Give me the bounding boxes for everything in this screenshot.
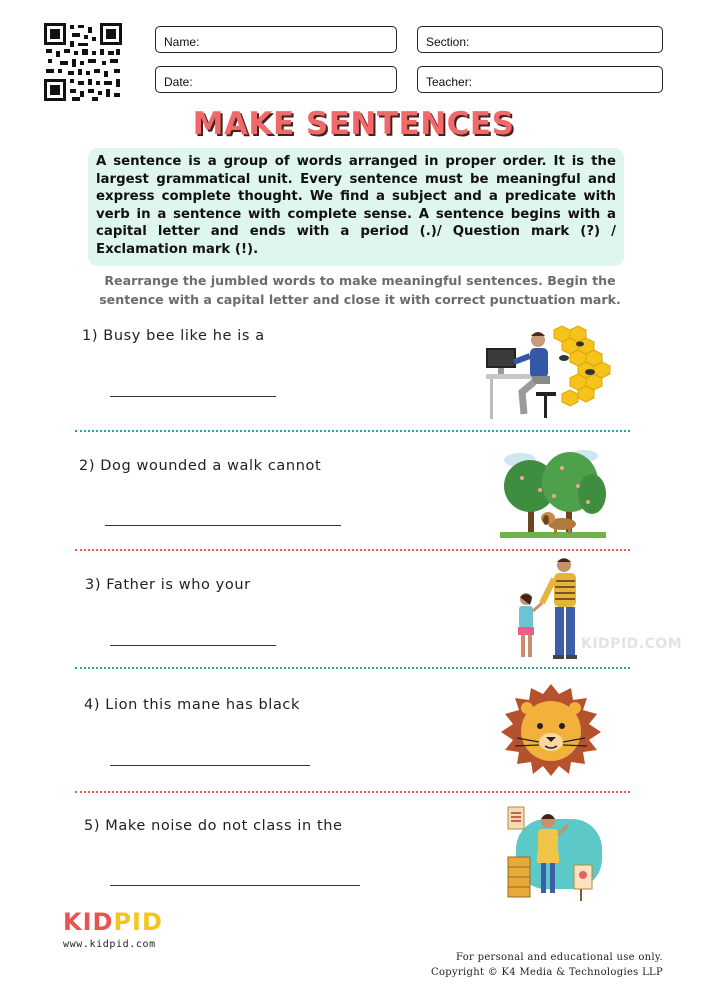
answer-line-1[interactable] — [110, 396, 276, 397]
logo-pid: PID — [113, 908, 163, 936]
dog-trees-illustration — [500, 446, 606, 540]
teacher-field[interactable]: Teacher: — [417, 66, 663, 93]
question-1: 1) Busy bee like he is a — [82, 328, 265, 344]
divider-3 — [75, 667, 630, 669]
divider-2 — [75, 549, 630, 551]
lion-illustration — [499, 684, 603, 776]
instructions: Rearrange the jumbled words to make meaningful sentences. Begin the sentence with a capital letter and close it with correct punctuation mark. — [99, 273, 621, 307]
answer-line-5[interactable] — [110, 885, 360, 886]
name-field[interactable]: Name: — [155, 26, 397, 53]
kidpid-logo — [63, 908, 163, 936]
footer-copyright: Copyright © K4 Media & Technologies LLP — [431, 967, 663, 978]
website-url[interactable]: www.kidpid.com — [63, 939, 156, 950]
question-2: 2) Dog wounded a walk cannot — [79, 458, 322, 474]
watermark: KIDPID.COM — [581, 636, 683, 652]
question-5: 5) Make noise do not class in the — [84, 818, 343, 834]
page-title: MAKE SENTENCES — [192, 106, 515, 142]
divider-4 — [75, 791, 630, 793]
answer-line-2[interactable] — [105, 525, 341, 526]
answer-line-4[interactable] — [110, 765, 310, 766]
divider-1 — [75, 430, 630, 432]
section-field[interactable]: Section: — [417, 26, 663, 53]
footer-usage-note: For personal and educational use only. — [456, 952, 663, 963]
definition-text: A sentence is a group of words arranged in proper order. It is the largest grammatical unit. Every sentence must be meaningful and express complete thought. We find a subject and a predicate with verb in a sentence with complete sense. A sentence begins with a capital letter and ends with a period (.)/ Question mark (?) / Exclamation mark (!). — [96, 154, 616, 257]
definition-box — [88, 148, 624, 266]
date-field[interactable]: Date: — [155, 66, 397, 93]
father-daughter-illustration — [508, 555, 586, 663]
bee-worker-illustration — [484, 322, 612, 422]
question-3: 3) Father is who your — [85, 577, 251, 593]
answer-line-3[interactable] — [110, 645, 276, 646]
logo-kid: KID — [63, 908, 114, 936]
qr-code — [44, 23, 122, 101]
question-4: 4) Lion this mane has black — [84, 697, 300, 713]
teacher-illustration — [504, 805, 606, 905]
